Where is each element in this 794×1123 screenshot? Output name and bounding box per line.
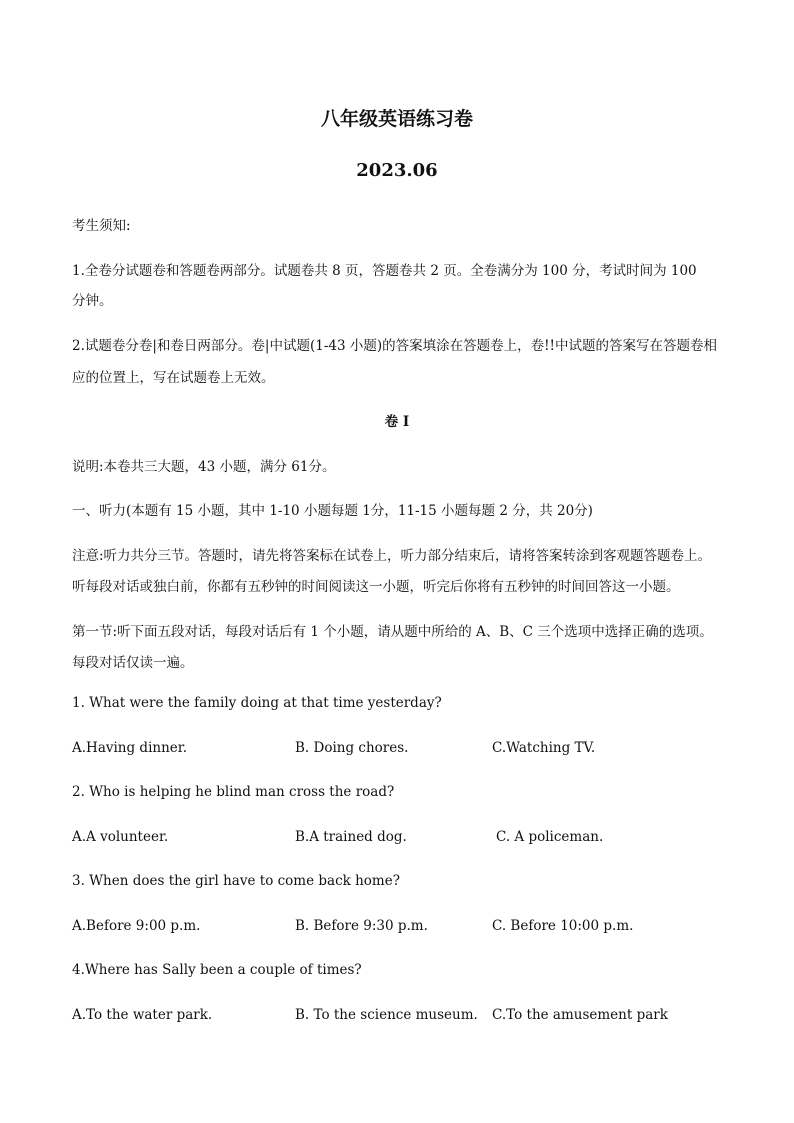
question-3-option-b: B. Before 9:30 p.m. bbox=[295, 918, 428, 934]
subsection-instruction-line-2: 每段对话仅读一遍。 bbox=[72, 655, 194, 671]
question-1-option-b: B. Doing chores. bbox=[295, 740, 409, 756]
question-4-option-c: C.To the amusement park bbox=[492, 1007, 668, 1023]
notice-item-1-line-1: 1.全卷分试题卷和答题卷两部分。试题卷共 8 页，答题卷共 2 页。全卷满分为 100 分，考试时间为 100 bbox=[72, 263, 697, 279]
question-3-option-a: A.Before 9:00 p.m. bbox=[72, 918, 201, 934]
question-2-stem: 2. Who is helping he blind man cross the road? bbox=[72, 784, 395, 800]
section-description: 说明:本卷共三大题，43 小题，满分 61分。 bbox=[72, 459, 336, 475]
question-4-stem: 4.Where has Sally been a couple of times? bbox=[72, 962, 362, 978]
subsection-instruction-line-1: 第一节:听下面五段对话，每段对话后有 1 个小题，请从题中所给的 A、B、C 三个选项中选择正确的选项。 bbox=[72, 624, 713, 640]
question-2-option-a: A.A volunteer. bbox=[72, 829, 169, 845]
listening-note-line-1: 注意:听力共分三节。答题时，请先将答案标在试卷上，听力部分结束后，请将答案转涂到客观题答题卷上。 bbox=[72, 548, 712, 564]
question-2-option-b: B.A trained dog. bbox=[295, 829, 407, 845]
question-1-stem: 1. What were the family doing at that time yesterday? bbox=[72, 695, 442, 711]
question-1-option-c: C.Watching TV. bbox=[492, 740, 596, 756]
question-2-option-c: C. A policeman. bbox=[496, 829, 604, 845]
notice-heading: 考生须知: bbox=[72, 218, 131, 234]
listening-part-title: 一、听力(本题有 15 小题，其中 1-10 小题每题 1分，11-15 小题每题 2 分，共 20分) bbox=[72, 503, 593, 519]
question-3-option-c: C. Before 10:00 p.m. bbox=[492, 918, 634, 934]
exam-title: 八年级英语练习卷 bbox=[320, 108, 473, 130]
notice-item-2-line-2: 应的位置上，写在试题卷上无效。 bbox=[72, 370, 275, 386]
notice-item-2-line-1: 2.试题卷分卷|和卷日两部分。卷|中试题(1-43 小题)的答案填涂在答题卷上，卷!!中试题的答案写在答题卷相 bbox=[72, 338, 717, 354]
listening-note-line-2: 听每段对话或独白前，你都有五秒钟的时间阅读这一小题，听完后你将有五秒钟的时间回答这一小题。 bbox=[72, 579, 680, 595]
exam-date: 2023.06 bbox=[356, 160, 438, 181]
question-4-option-a: A.To the water park. bbox=[72, 1007, 213, 1023]
question-1-option-a: A.Having dinner. bbox=[72, 740, 188, 756]
question-3-stem: 3. When does the girl have to come back home? bbox=[72, 873, 400, 889]
notice-item-1-line-2: 分钟。 bbox=[72, 293, 113, 309]
question-4-option-b: B. To the science museum. bbox=[295, 1007, 478, 1023]
section-heading: 卷 I bbox=[384, 414, 410, 430]
